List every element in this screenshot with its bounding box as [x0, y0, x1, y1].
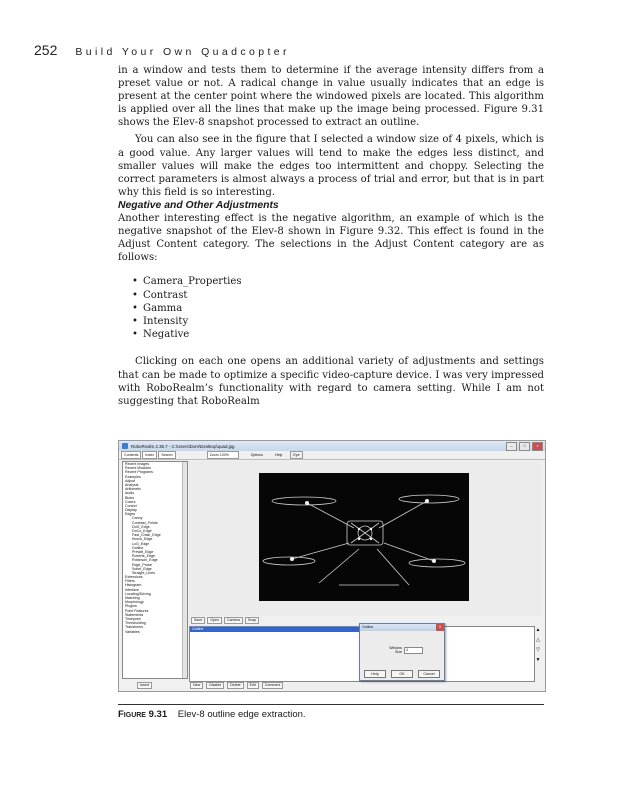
- tree-folder[interactable]: Locating/Driving: [125, 591, 151, 596]
- tree-folder[interactable]: Variables: [125, 629, 140, 634]
- move-up-icon[interactable]: △: [536, 637, 540, 643]
- paragraph-4: Clicking on each one opens an additional variety of adjustments and settings that can be made to optimize a specific video-capture device. I was very impressed with RoboRealm’s functionality with regard to camera setting. While I am not suggesting that RoboRealm: [118, 356, 544, 407]
- tree-folder[interactable]: Histogram: [125, 583, 142, 588]
- tree-folder[interactable]: Extensions: [125, 575, 143, 580]
- bullet-item: • Gamma: [132, 302, 544, 315]
- tree-folder[interactable]: Statements: [125, 612, 144, 617]
- tree-subitem[interactable]: Canny: [132, 516, 143, 521]
- move-down-icon[interactable]: ▽: [536, 647, 540, 653]
- open-button[interactable]: Open: [207, 617, 222, 624]
- outline-image: [259, 473, 469, 601]
- tab-search[interactable]: Search: [158, 451, 175, 459]
- tree-folder[interactable]: Audio: [125, 491, 135, 496]
- figure-caption: [118, 709, 306, 720]
- bullet-list: [118, 275, 544, 341]
- bottom-toolbar: [119, 681, 545, 690]
- tree-subitem[interactable]: Roberts_Edge: [132, 554, 155, 559]
- tree-subitem[interactable]: Prewitt_Edge: [132, 549, 154, 554]
- running-title: Build Your Own Quadcopter: [75, 46, 290, 58]
- quadcopter-outline: [259, 473, 469, 601]
- tree-folder[interactable]: Point Features: [125, 608, 149, 613]
- tree-subitem[interactable]: Straight_Lines: [132, 570, 155, 575]
- page-number: 252: [34, 42, 58, 58]
- save-button[interactable]: Save: [191, 617, 205, 624]
- tree-folder[interactable]: Transforms: [125, 625, 144, 630]
- bullet-item: • Intensity: [132, 315, 544, 328]
- delete-button[interactable]: Delete: [227, 682, 243, 689]
- outline-dialog: [359, 623, 445, 681]
- tab-contents[interactable]: Contents: [121, 451, 141, 459]
- minimize-icon[interactable]: –: [506, 442, 517, 451]
- tree-folder[interactable]: Analysis: [125, 482, 139, 487]
- tree-folder[interactable]: Arithmetic: [125, 487, 141, 492]
- tree-folder[interactable]: Recent Programs: [125, 470, 153, 475]
- bullet-item: • Contrast: [132, 289, 544, 302]
- tree-subitem[interactable]: Fast_Chain_Edge: [132, 533, 161, 538]
- figure-screenshot: [118, 440, 546, 692]
- tree-folder[interactable]: Examples: [125, 474, 141, 479]
- eye-button[interactable]: Eye: [290, 451, 302, 459]
- help-button[interactable]: Help: [364, 670, 386, 678]
- tree-folder[interactable]: Plugins: [125, 604, 137, 609]
- toolbar: [119, 451, 545, 460]
- tree-folder[interactable]: Recent Modules: [125, 466, 151, 471]
- tree-folder[interactable]: Thresholding: [125, 621, 146, 626]
- dialog-titlebar: [360, 624, 444, 631]
- cancel-button[interactable]: Cancel: [418, 670, 440, 678]
- tree-subitem[interactable]: Edge_Probe: [132, 562, 152, 567]
- tree-folder[interactable]: Morphology: [125, 600, 144, 605]
- tree-subitem[interactable]: DoCo_Edge: [132, 529, 152, 533]
- tree-subitem[interactable]: Robinson_Edge: [132, 558, 158, 563]
- tree-subitem[interactable]: Kirsch_Edge: [132, 537, 153, 542]
- move-bottom-icon[interactable]: ▼: [535, 657, 541, 663]
- menu-options[interactable]: Options: [250, 453, 263, 457]
- paragraph-3: Another interesting effect is the negative algorithm, an example of which is the negative snapshot of the Elev-8 shown in Figure 9.32. This effect is found in the Adjust Content category. The selections in the Adjust Content category are as follows:: [118, 213, 544, 264]
- window-titlebar: [119, 441, 545, 451]
- tree-folder[interactable]: Adjust: [125, 478, 135, 483]
- close-icon[interactable]: ×: [532, 442, 543, 451]
- ok-button[interactable]: OK: [391, 670, 413, 678]
- tree-folder[interactable]: Display: [125, 508, 137, 513]
- new-button[interactable]: New: [190, 682, 203, 689]
- tree-folder[interactable]: Interface: [125, 587, 139, 592]
- zoom-select[interactable]: Zoom 100%: [207, 451, 239, 459]
- tree-subitem[interactable]: LoG_Edge: [132, 541, 150, 546]
- dialog-title: Outline: [362, 625, 374, 629]
- snap-button[interactable]: Snap: [245, 617, 259, 624]
- tree-subitem[interactable]: Sobel_Edge: [132, 566, 152, 571]
- pipeline-item[interactable]: Outline: [190, 627, 362, 632]
- disable-button[interactable]: Disable: [206, 682, 224, 689]
- tree-subitem[interactable]: DoG_Edge: [132, 524, 150, 529]
- image-viewer: [189, 461, 541, 616]
- pipeline-arrows: [535, 627, 541, 667]
- tree-folder[interactable]: Colors: [125, 499, 136, 504]
- tab-index[interactable]: Index: [142, 451, 157, 459]
- maximize-icon[interactable]: □: [519, 442, 530, 451]
- module-tree[interactable]: [122, 461, 188, 679]
- tree-folder[interactable]: Edges: [125, 512, 136, 517]
- move-top-icon[interactable]: ▲: [535, 627, 541, 633]
- comment-button[interactable]: Comment: [262, 682, 284, 689]
- tree-scrollbar[interactable]: [182, 462, 187, 678]
- tree-subitem[interactable]: Outline: [132, 545, 144, 550]
- paragraph-1: in a window and tests them to determine if the average intensity differs from a preset value or not. A radical change in value usually indicates that an edge is present at the center point where the windowed pixels are located. This algorithm is applied over all the lines that make up the image being processed. Figure 9.31 shows the Elev-8 snapshot processed to extract an outline.: [118, 65, 544, 129]
- figure-caption-text: Elev-8 outline edge extraction.: [177, 709, 306, 720]
- camera-button[interactable]: Camera: [224, 617, 243, 624]
- tree-folder[interactable]: Filters: [125, 579, 135, 584]
- dialog-close-icon[interactable]: X: [436, 624, 444, 631]
- window-size-row: [388, 646, 423, 654]
- tree-folder[interactable]: Control: [125, 503, 137, 508]
- caption-rule: [118, 704, 544, 705]
- bullet-item: • Camera_Properties: [132, 275, 544, 288]
- tree-folder[interactable]: Matching: [125, 596, 140, 600]
- tree-folder[interactable]: Blobs: [125, 495, 134, 500]
- app-icon: [122, 443, 128, 449]
- tree-folder[interactable]: Recent Images: [125, 462, 150, 466]
- page-header: [34, 42, 290, 58]
- edit-button[interactable]: Edit: [247, 682, 259, 689]
- menu-help[interactable]: Help: [274, 453, 283, 457]
- figure-label: Figure 9.31: [118, 709, 168, 720]
- insert-button[interactable]: Insert: [137, 682, 152, 689]
- paragraph-2: You can also see in the figure that I selected a window size of 4 pixels, which is a good value. Any larger values will tend to make the edges less distinct, and smaller values will make the edges too intermittent and choppy. Selecting the correct parameters is almost always a process of trial and error, but that is in part why this field is so interesting.: [118, 134, 544, 198]
- bullet-item: • Negative: [132, 328, 544, 341]
- body-text: [118, 64, 544, 408]
- tree-folder[interactable]: Timepoint: [125, 616, 141, 621]
- window-size-input[interactable]: 4: [404, 647, 423, 654]
- dialog-buttons: [364, 670, 445, 678]
- section-subheading: Negative and Other Adjustments: [118, 199, 279, 211]
- window-title: RoboRealm 2.36.7 - C:\Users\Dom\Desktop\quad.jpg: [131, 443, 235, 449]
- tree-subitem[interactable]: Contrast_Points: [132, 520, 158, 525]
- window-size-label: Window Size: [389, 646, 402, 654]
